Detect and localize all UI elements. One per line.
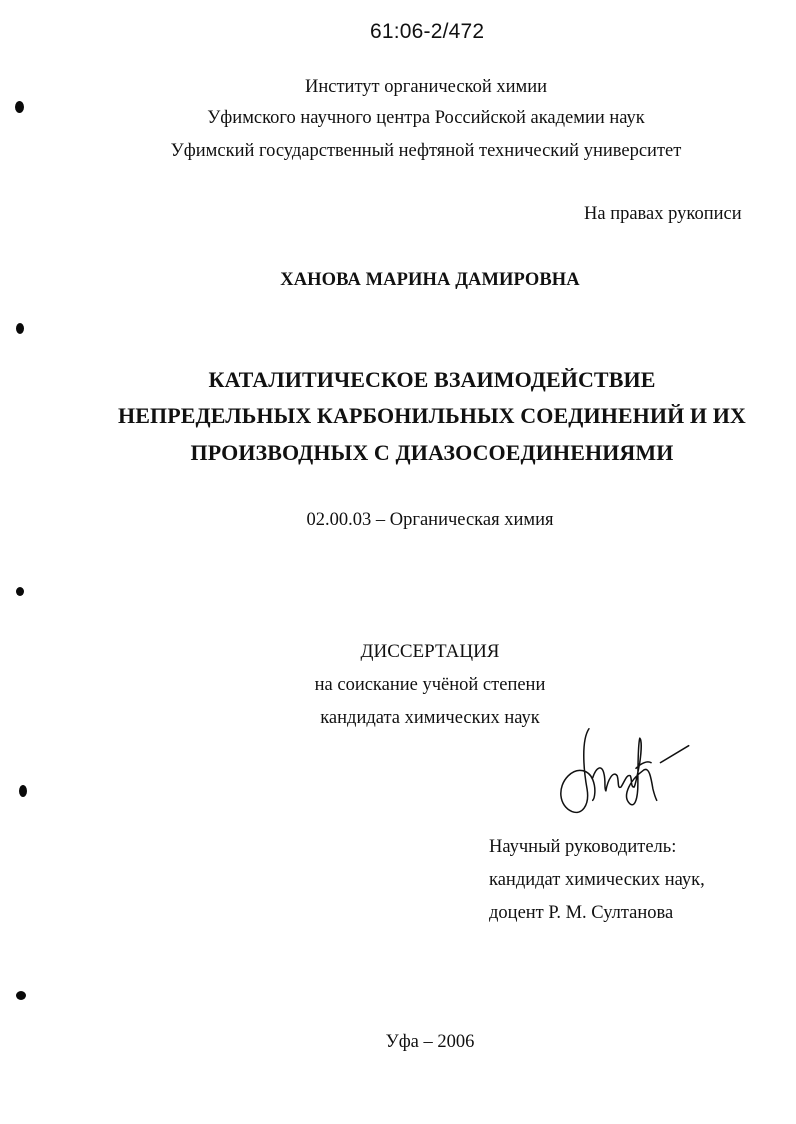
rights-note: На правах рукописи: [584, 204, 742, 224]
specialty-code: 02.00.03 – Органическая химия: [306, 510, 554, 530]
advisor-name: доцент Р. М. Султанова: [489, 903, 674, 923]
thesis-title-line-1: КАТАЛИТИЧЕСКОЕ ВЗАИМОДЕЙСТВИЕ: [208, 367, 656, 392]
degree-line-1: на соискание учёной степени: [314, 675, 546, 695]
catalog-number: 61:06-2/472: [370, 20, 485, 43]
thesis-title-line-2: НЕПРЕДЕЛЬНЫХ КАРБОНИЛЬНЫХ СОЕДИНЕНИЙ И ИХ: [118, 403, 746, 428]
binding-hole-mark: [19, 785, 27, 797]
binding-hole-mark: [15, 101, 24, 113]
binding-hole-mark: [16, 991, 26, 1000]
institution-line-1: Институт органической химии: [304, 77, 548, 97]
institution-line-3: Уфимский государственный нефтяной технический университет: [170, 141, 682, 161]
binding-hole-mark: [16, 587, 24, 596]
advisor-label: Научный руководитель:: [489, 837, 677, 857]
institution-line-2: Уфимского научного центра Российской академии наук: [207, 108, 645, 128]
author-name: ХАНОВА МАРИНА ДАМИРОВНА: [280, 270, 580, 290]
degree-line-2: кандидата химических наук: [320, 708, 540, 728]
city-year: Уфа – 2006: [385, 1032, 475, 1052]
thesis-title-line-3: ПРОИЗВОДНЫХ С ДИАЗОСОЕДИНЕНИЯМИ: [190, 440, 674, 465]
binding-hole-mark: [16, 323, 24, 334]
advisor-degree: кандидат химических наук,: [489, 870, 705, 890]
dissertation-label: ДИССЕРТАЦИЯ: [360, 641, 500, 662]
signature-icon: [540, 718, 700, 828]
